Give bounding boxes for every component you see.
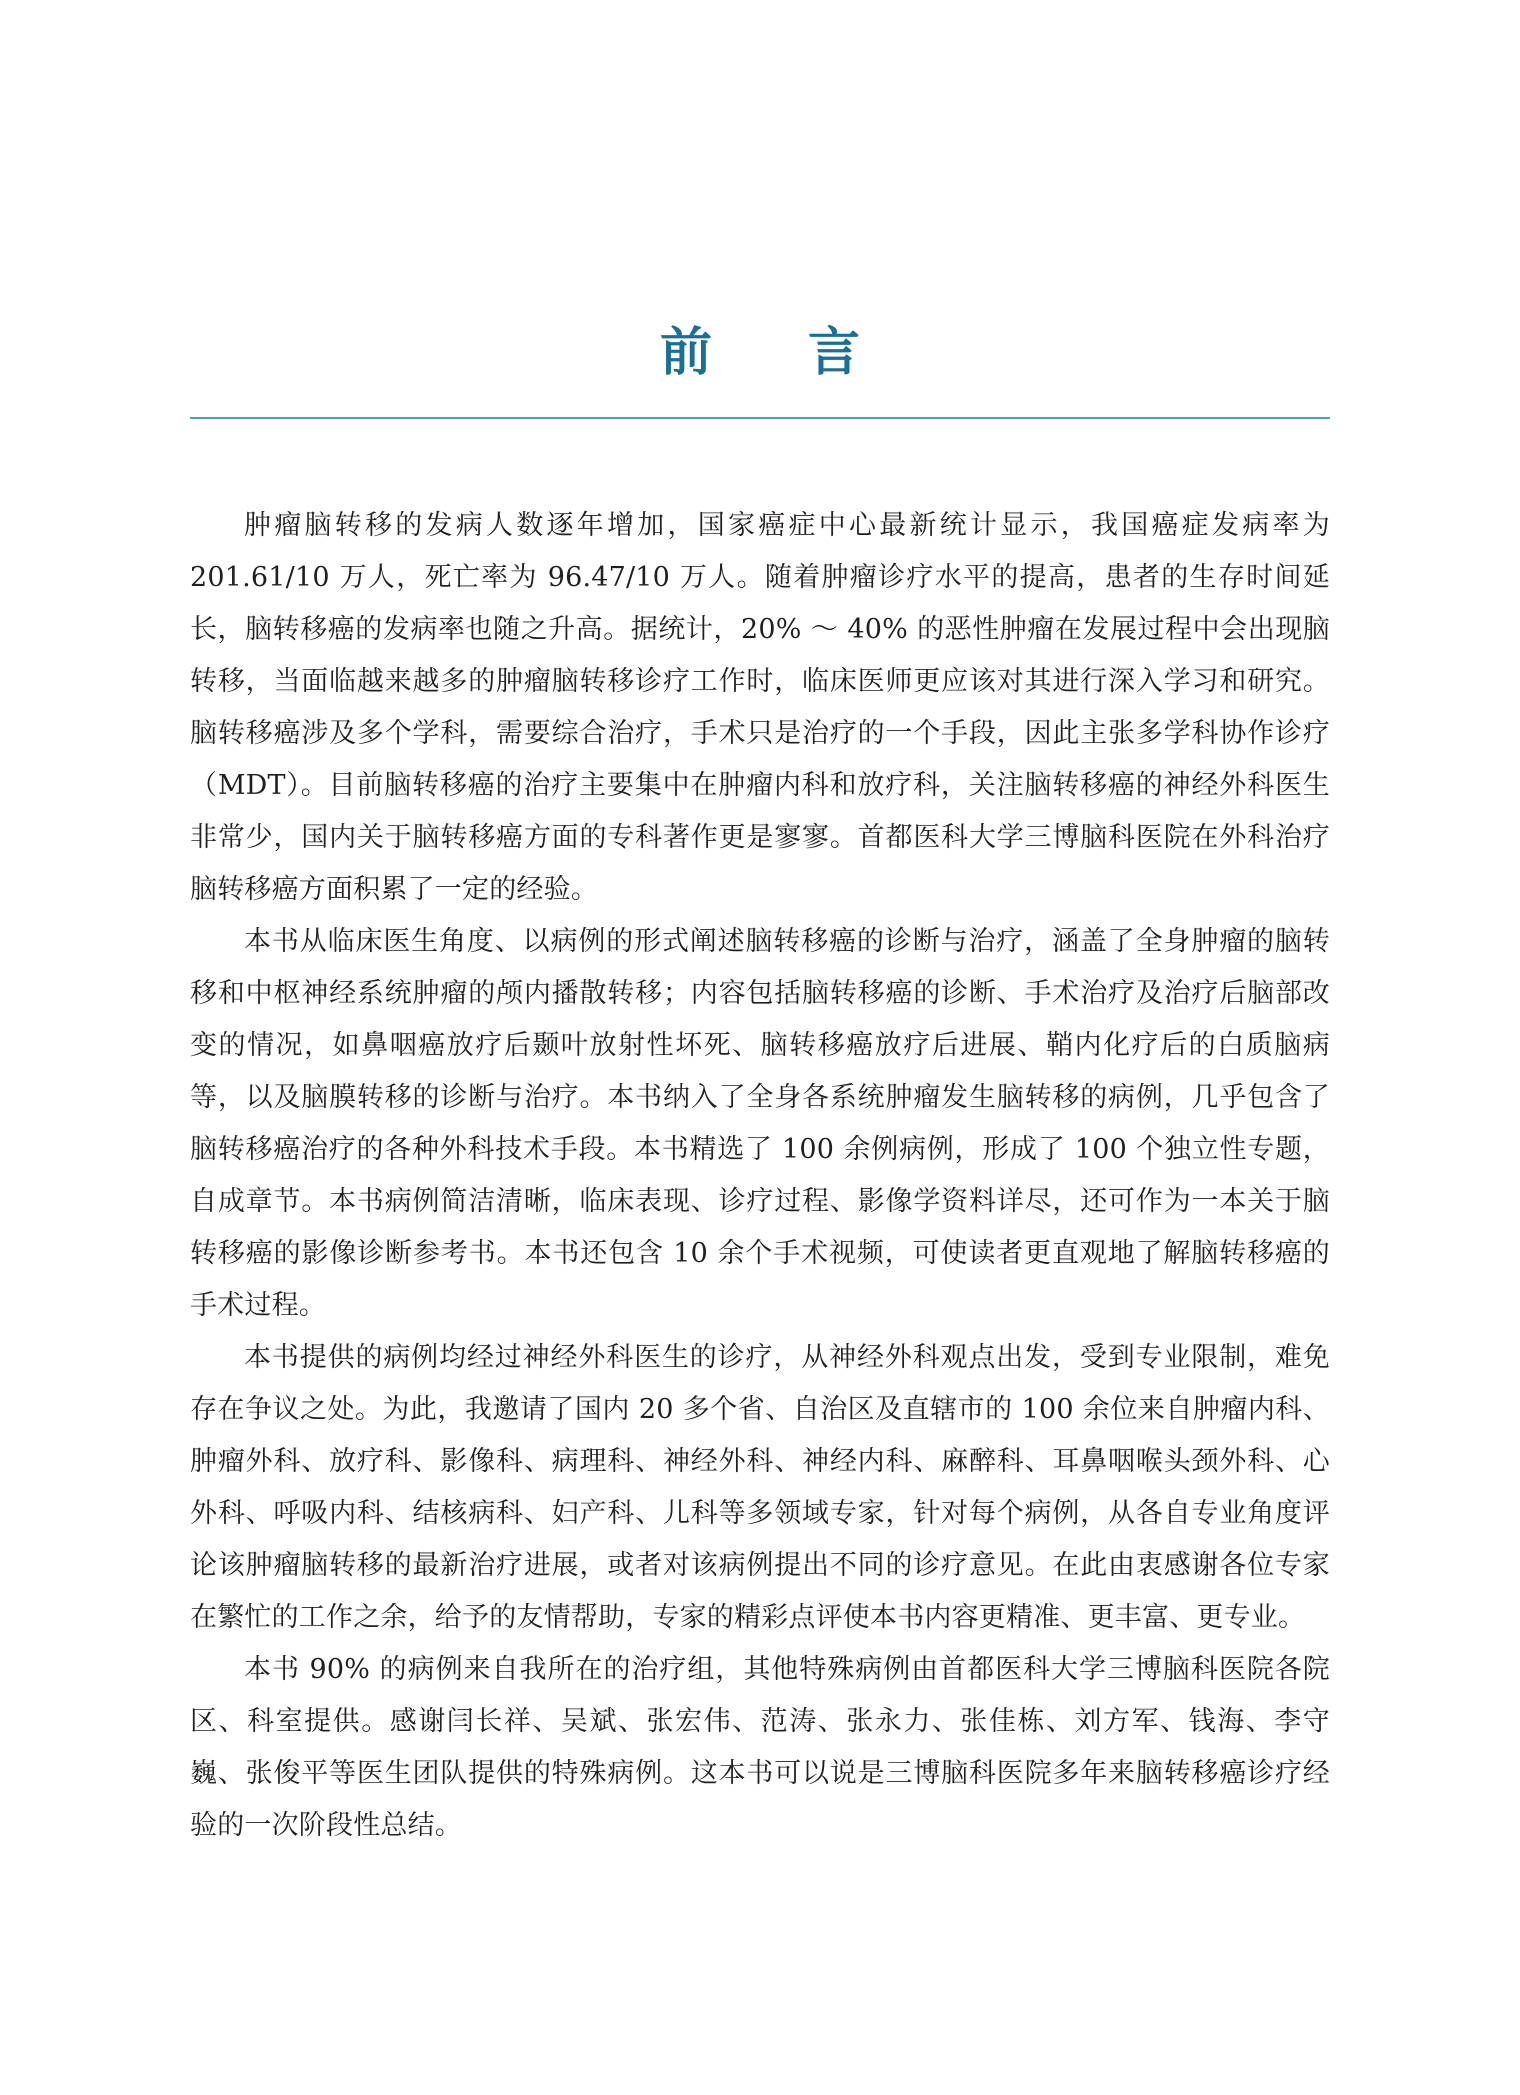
title-divider	[190, 417, 1330, 419]
page-title	[190, 318, 1330, 388]
title-char-1: 前	[659, 322, 712, 383]
title-char-2: 言	[808, 322, 861, 383]
paragraph-1: 肿瘤脑转移的发病人数逐年增加，国家癌症中心最新统计显示，我国癌症发病率为 201.61/10 万人，死亡率为 96.47/10 万人。随着肿瘤诊疗水平的提高，患者的生存时间延长，脑转移癌的发病率也随之升高。据统计，20% ～ 40% 的恶性肿瘤在发展过程中会出现脑转移，当面临越来越多的肿瘤脑转移诊疗工作时，临床医师更应该对其进行深入学习和研究。脑转移癌涉及多个学科，需要综合治疗，手术只是治疗的一个手段，因此主张多学科协作诊疗（MDT）。目前脑转移癌的治疗主要集中在肿瘤内科和放疗科，关注脑转移癌的神经外科医生非常少，国内关于脑转移癌方面的专科著作更是寥寥。首都医科大学三博脑科医院在外科治疗脑转移癌方面积累了一定的经验。	[190, 510, 1330, 905]
preface-body	[190, 500, 1330, 1852]
paragraph-3: 本书提供的病例均经过神经外科医生的诊疗，从神经外科观点出发，受到专业限制，难免存在争议之处。为此，我邀请了国内 20 多个省、自治区及直辖市的 100 余位来自肿瘤内科、肿瘤外科、放疗科、影像科、病理科、神经外科、神经内科、麻醉科、耳鼻咽喉头颈外科、心外科、呼吸内科、结核病科、妇产科、儿科等多领域专家，针对每个病例，从各自专业角度评论该肿瘤脑转移的最新治疗进展，或者对该病例提出不同的诊疗意见。在此由衷感谢各位专家在繁忙的工作之余，给予的友情帮助，专家的精彩点评使本书内容更精准、更丰富、更专业。	[190, 1342, 1330, 1633]
paragraph-2: 本书从临床医生角度、以病例的形式阐述脑转移癌的诊断与治疗，涵盖了全身肿瘤的脑转移和中枢神经系统肿瘤的颅内播散转移；内容包括脑转移癌的诊断、手术治疗及治疗后脑部改变的情况，如鼻咽癌放疗后颞叶放射性坏死、脑转移癌放疗后进展、鞘内化疗后的白质脑病等，以及脑膜转移的诊断与治疗。本书纳入了全身各系统肿瘤发生脑转移的病例，几乎包含了脑转移癌治疗的各种外科技术手段。本书精选了 100 余例病例，形成了 100 个独立性专题，自成章节。本书病例简洁清晰，临床表现、诊疗过程、影像学资料详尽，还可作为一本关于脑转移癌的影像诊断参考书。本书还包含 10 余个手术视频，可使读者更直观地了解脑转移癌的手术过程。	[190, 926, 1330, 1321]
paragraph-4: 本书 90% 的病例来自我所在的治疗组，其他特殊病例由首都医科大学三博脑科医院各院区、科室提供。感谢闫长祥、吴斌、张宏伟、范涛、张永力、张佳栋、刘方军、钱海、李守巍、张俊平等医生团队提供的特殊病例。这本书可以说是三博脑科医院多年来脑转移癌诊疗经验的一次阶段性总结。	[190, 1654, 1330, 1841]
